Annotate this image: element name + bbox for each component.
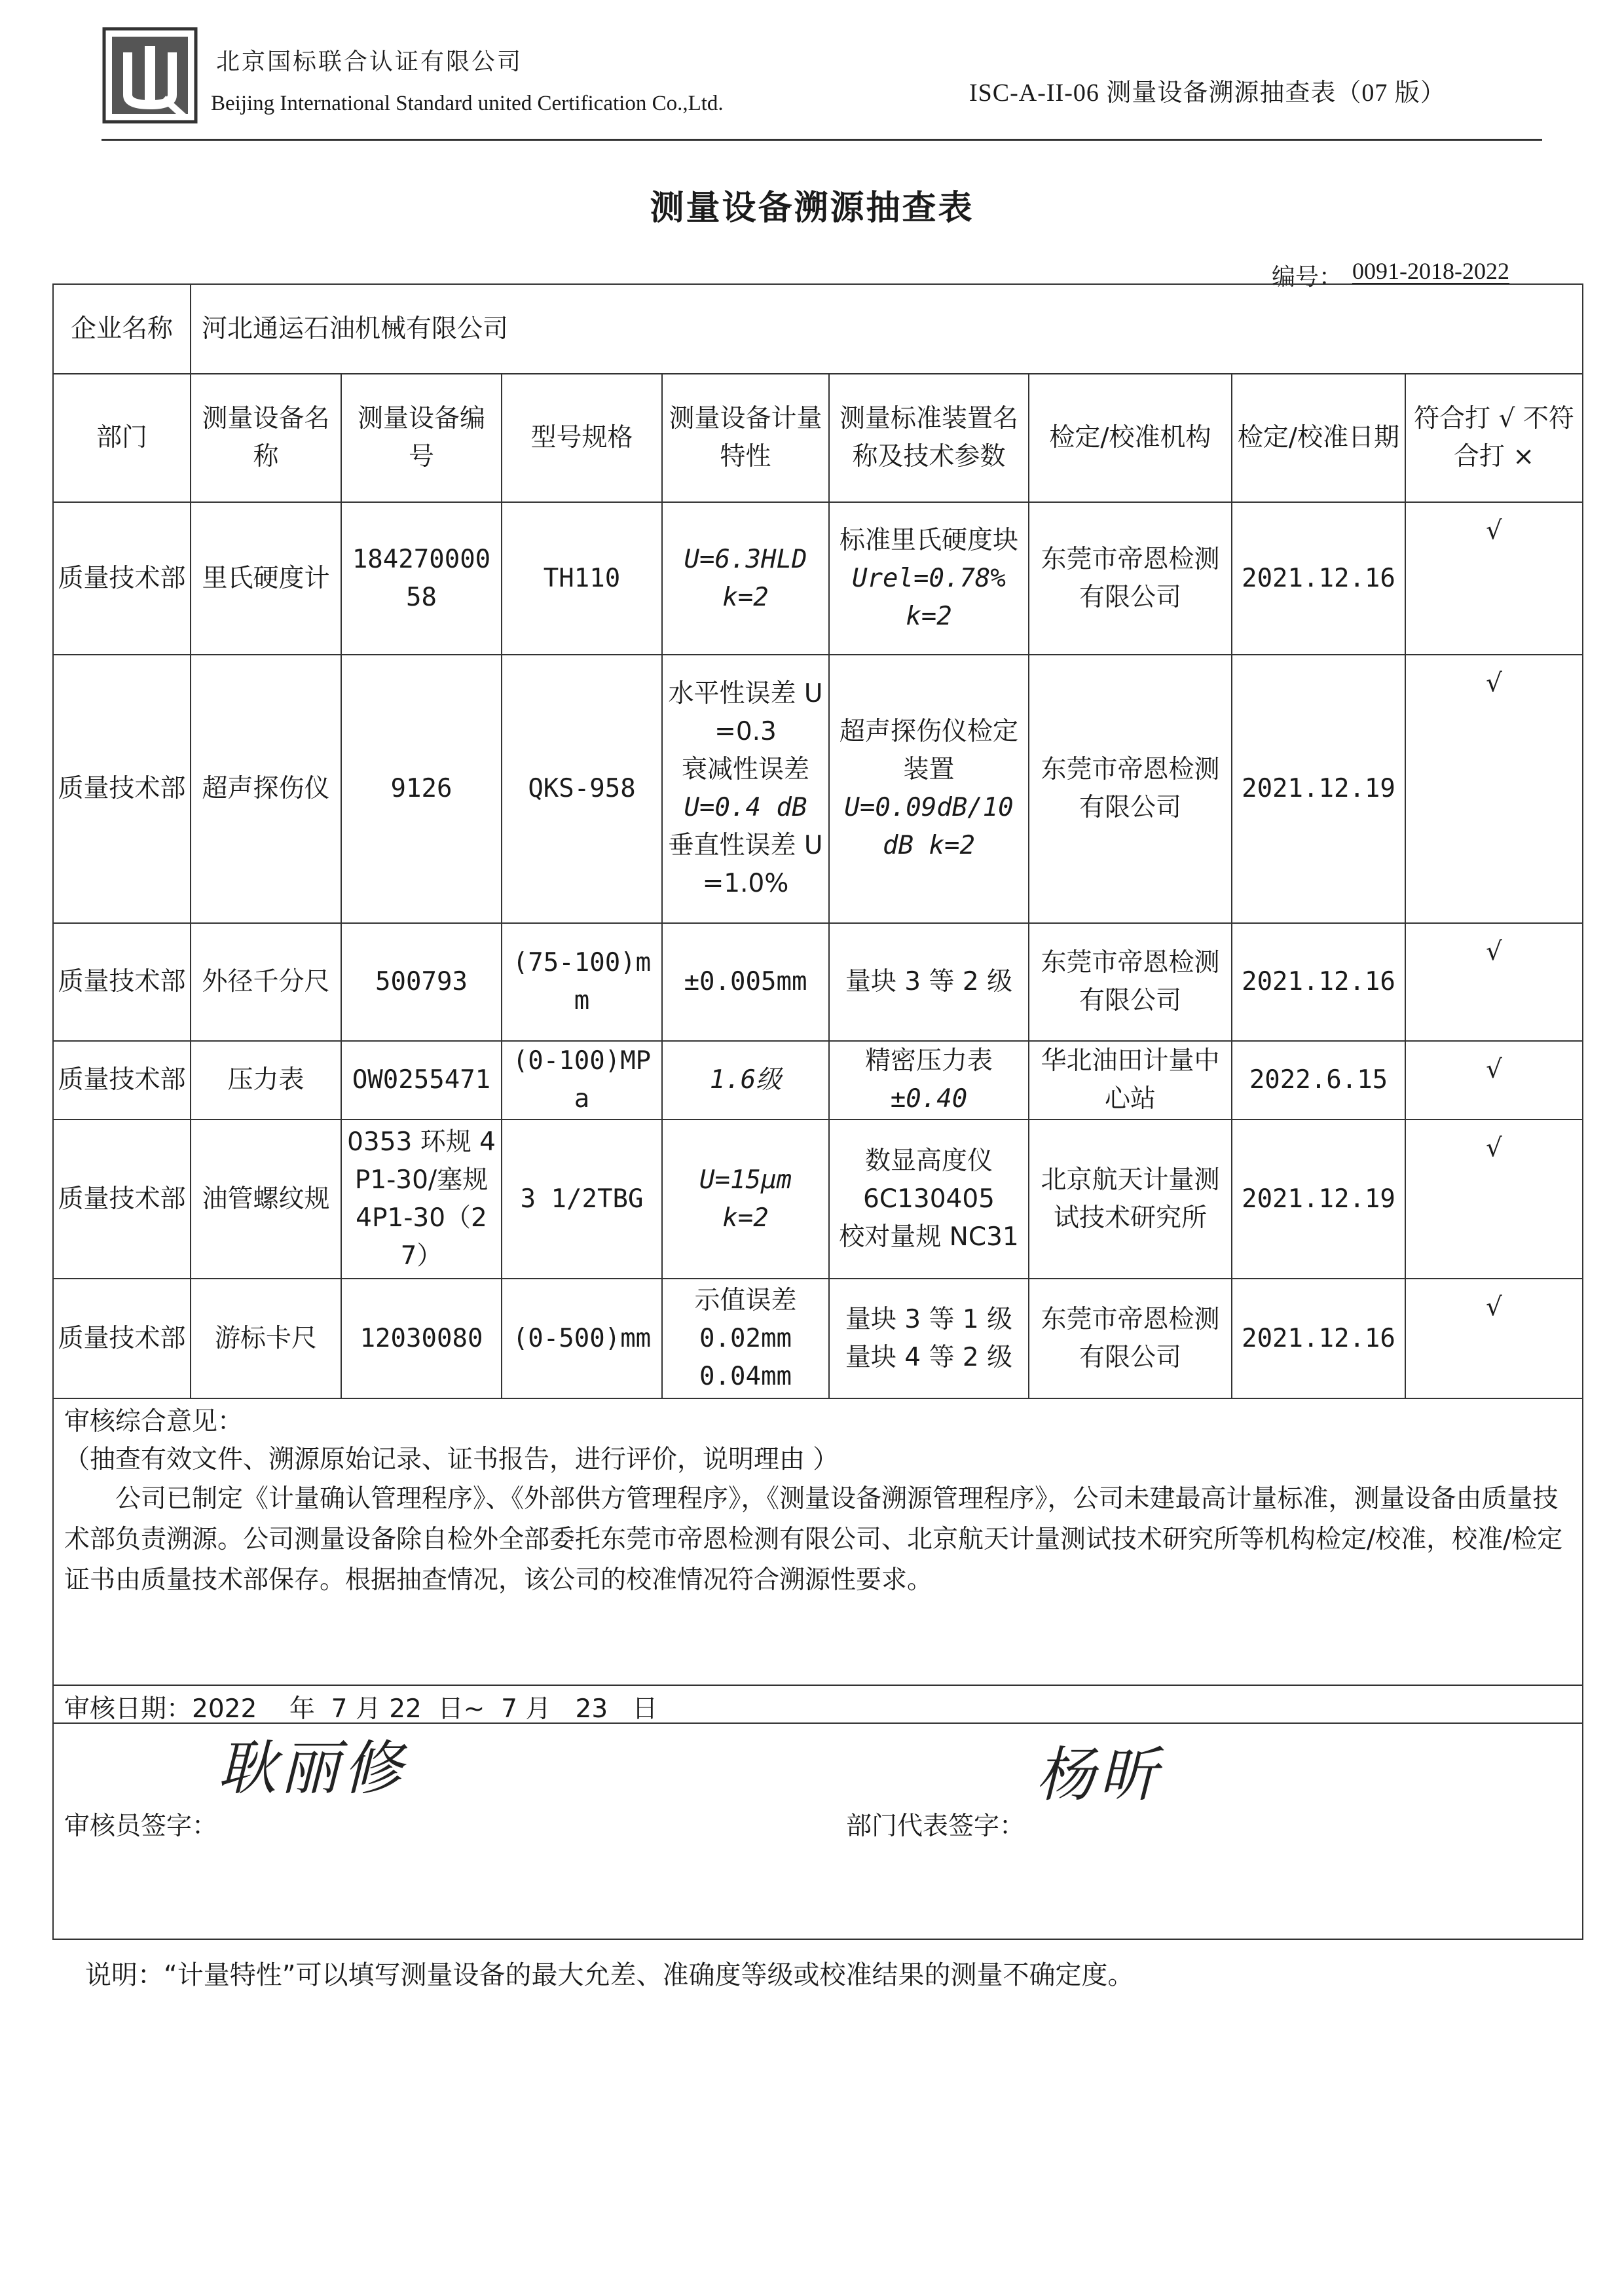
cell-dept: 质量技术部 [53, 502, 191, 655]
metro-line: 0.02mm [699, 1323, 792, 1353]
cell-date: 2021.12.16 [1232, 502, 1405, 655]
cell-date: 2021.12.19 [1232, 655, 1405, 923]
dept-rep-signature: 杨昕 [1036, 1741, 1162, 1810]
cell-result: √ [1405, 1041, 1583, 1120]
standard-line: U=0.09dB/10 [844, 793, 1014, 822]
cell-result: √ [1405, 655, 1583, 923]
cell-metro [662, 1120, 829, 1279]
cell-institute: 东莞市帝恩检测有限公司 [1029, 923, 1232, 1041]
standard-line: 数显高度仪 [864, 1146, 993, 1176]
cell-model: (0-500)mm [502, 1279, 662, 1398]
traceability-table [52, 283, 1583, 1940]
cell-standard [829, 655, 1029, 923]
table-row [53, 1041, 1583, 1120]
col-header-metro: 测量设备计量特性 [662, 374, 829, 502]
cell-name: 油管螺纹规 [191, 1120, 341, 1279]
form-code: ISC-A-II-06 测量设备溯源抽查表（07 版） [969, 79, 1446, 107]
cell-metro: 1.6级 [662, 1041, 829, 1120]
cell-standard [829, 1041, 1029, 1120]
cell-name: 里氏硬度计 [191, 502, 341, 655]
standard-line: 超声探伤仪检定装置 [839, 717, 1018, 784]
metro-line: 衰减性误差 [681, 755, 809, 784]
cell-institute: 北京航天计量测试技术研究所 [1029, 1120, 1232, 1279]
doc-number-value: 0091-2018-2022 [1352, 258, 1509, 284]
col-header-name: 测量设备名称 [191, 374, 341, 502]
cell-date: 2021.12.16 [1232, 923, 1405, 1041]
standard-line: dB k=2 [883, 831, 975, 860]
company-name-en: Beijing International Standard united Certification Co.,Ltd. [211, 92, 724, 115]
metro-line: U=0.4 dB [684, 793, 807, 822]
review-date: 审核日期：2022 年 7 月 22 日~ 7 月 23 日 [64, 1694, 658, 1723]
col-header-result: 符合打 √ 不符合打 × [1405, 374, 1583, 502]
col-header-date: 检定/校准日期 [1232, 374, 1405, 502]
standard-line: Urel=0.78% [852, 563, 1006, 593]
standard-line: 标准里氏硬度块 [839, 525, 1018, 555]
metro-line: k=2 [722, 1203, 769, 1233]
standard-line: 6C130405 [863, 1184, 995, 1214]
cell-date: 2022.6.15 [1232, 1041, 1405, 1120]
cell-institute: 华北油田计量中心站 [1029, 1041, 1232, 1120]
metro-line: U=6.3HLD [684, 544, 807, 574]
table-row [53, 655, 1583, 923]
cell-result: √ [1405, 502, 1583, 655]
col-header-number: 测量设备编号 [341, 374, 502, 502]
standard-line: 量块 4 等 2 级 [845, 1342, 1013, 1372]
cell-date: 2021.12.16 [1232, 1279, 1405, 1398]
cell-metro [662, 655, 829, 923]
table-row [53, 923, 1583, 1041]
auditor-signature: 耿丽修 [217, 1734, 406, 1803]
col-header-model: 型号规格 [502, 374, 662, 502]
opinion-cell [53, 1398, 1583, 1685]
cell-dept: 质量技术部 [53, 1120, 191, 1279]
enterprise-row [53, 284, 1583, 374]
enterprise-label: 企业名称 [53, 284, 191, 374]
page-title: 测量设备溯源抽查表 [650, 189, 974, 228]
table-row [53, 1279, 1583, 1398]
opinion-row [53, 1398, 1583, 1685]
standard-line: 量块 3 等 1 级 [845, 1304, 1013, 1334]
cell-name: 超声探伤仪 [191, 655, 341, 923]
cell-dept: 质量技术部 [53, 1041, 191, 1120]
metro-line: 水平性误差 U=0.3 [668, 679, 823, 746]
cell-dept: 质量技术部 [53, 923, 191, 1041]
cell-number: OW0255471 [341, 1041, 502, 1120]
cell-model: 3 1/2TBG [502, 1120, 662, 1279]
cell-institute: 东莞市帝恩检测有限公司 [1029, 1279, 1232, 1398]
cell-number: 0353 环规 4P1-30/塞规 4P1-30（27） [341, 1120, 502, 1279]
review-date-row [53, 1685, 1583, 1723]
cell-standard [829, 1279, 1029, 1398]
signature-cell [53, 1723, 1583, 1939]
cell-number: 9126 [341, 655, 502, 923]
cell-institute: 东莞市帝恩检测有限公司 [1029, 502, 1232, 655]
cell-institute: 东莞市帝恩检测有限公司 [1029, 655, 1232, 923]
cell-metro [662, 502, 829, 655]
metro-line: k=2 [722, 582, 769, 612]
auditor-label: 审核员签字： [64, 1812, 218, 1841]
cell-model: TH110 [502, 502, 662, 655]
cell-standard [829, 1120, 1029, 1279]
standard-line: ±0.40 [890, 1084, 968, 1114]
col-header-institute: 检定/校准机构 [1029, 374, 1232, 502]
table-row [53, 1120, 1583, 1279]
cell-dept: 质量技术部 [53, 1279, 191, 1398]
company-name-cn: 北京国标联合认证有限公司 [216, 48, 523, 75]
company-logo [101, 26, 198, 124]
opinion-instruction: （抽查有效文件、溯源原始记录、证书报告，进行评价，说明理由 ） [64, 1445, 839, 1474]
standard-line: 精密压力表 [864, 1046, 993, 1076]
metro-line: 示值误差 [694, 1285, 797, 1315]
enterprise-value: 河北通运石油机械有限公司 [191, 284, 1583, 374]
cell-date: 2021.12.19 [1232, 1120, 1405, 1279]
doc-number-label: 编号： [1272, 264, 1343, 291]
cell-standard: 量块 3 等 2 级 [829, 923, 1029, 1041]
cell-model: (75-100)mm [502, 923, 662, 1041]
table-row [53, 502, 1583, 655]
cell-result: √ [1405, 1279, 1583, 1398]
cell-number: 18427000058 [341, 502, 502, 655]
cell-result: √ [1405, 923, 1583, 1041]
footnote: 说明：“计量特性”可以填写测量设备的最大允差、准确度等级或校准结果的测量不确定度。 [85, 1960, 1134, 1990]
metro-line: 0.04mm [699, 1361, 792, 1391]
opinion-body: 公司已制定《计量确认管理程序》、《外部供方管理程序》，《测量设备溯源管理程序》，公司未建最高计量标准，测量设备由质量技术部负责溯源。公司测量设备除自检外全部委托东莞市帝恩检测有限公司、北京航天计量测试技术研究所等机构检定/校准，校准/检定证书由质量技术部保存。根据抽查情况，该公司的校准情况符合溯源性要求。 [64, 1484, 1563, 1595]
cell-metro [662, 1279, 829, 1398]
opinion-title: 审核综合意见： [64, 1407, 244, 1436]
dept-rep-label: 部门代表签字： [846, 1812, 1025, 1841]
standard-line: k=2 [906, 601, 952, 631]
table-header-row [53, 374, 1583, 502]
cell-number: 12030080 [341, 1279, 502, 1398]
col-header-standard: 测量标准装置名称及技术参数 [829, 374, 1029, 502]
cell-model: QKS-958 [502, 655, 662, 923]
cell-number: 500793 [341, 923, 502, 1041]
cell-dept: 质量技术部 [53, 655, 191, 923]
cell-name: 游标卡尺 [191, 1279, 341, 1398]
header-divider [101, 139, 1542, 141]
cell-result: √ [1405, 1120, 1583, 1279]
cell-standard [829, 502, 1029, 655]
signature-row [53, 1723, 1583, 1939]
review-date-cell [53, 1685, 1583, 1723]
metro-line: U=15μm [699, 1165, 792, 1195]
cell-metro: ±0.005mm [662, 923, 829, 1041]
cell-name: 压力表 [191, 1041, 341, 1120]
metro-line: 垂直性误差 U=1.0% [668, 831, 823, 898]
standard-line: 校对量规 NC31 [839, 1222, 1019, 1252]
col-header-dept: 部门 [53, 374, 191, 502]
cell-model: (0-100)MPa [502, 1041, 662, 1120]
cell-name: 外径千分尺 [191, 923, 341, 1041]
